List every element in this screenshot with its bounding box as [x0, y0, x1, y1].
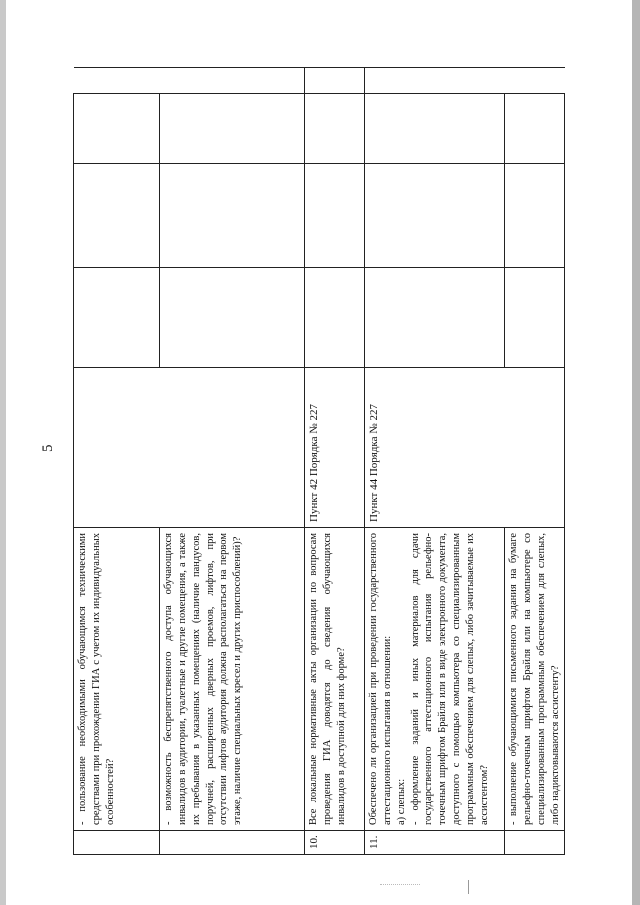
requirement-text: - выполнение обучающимися письменного задания на бумаге рельефно-точечным шрифтом Брайля или на компьютере со специализированным программным обеспечением для слепых, либо надиктовываются ассистенту?: [505, 528, 565, 831]
empty-cell: [505, 164, 565, 268]
empty-cell: [365, 68, 505, 94]
row-number: [160, 831, 305, 855]
table-row: [305, 68, 365, 855]
table-row: [365, 68, 505, 855]
empty-cell: [505, 94, 565, 164]
empty-cell: [305, 94, 365, 164]
rotated-table-wrapper: [73, 68, 561, 855]
scan-artifact-dots: [380, 884, 420, 886]
empty-cell: [365, 164, 505, 268]
empty-cell: [160, 68, 305, 94]
requirement-text: [365, 528, 505, 831]
regulation-reference: Пункт 42 Порядка № 227: [305, 368, 365, 528]
empty-cell: [74, 164, 160, 268]
empty-cell: [160, 94, 305, 164]
scan-artifact: [468, 880, 469, 894]
inspection-table: [73, 67, 565, 855]
empty-cell: [505, 268, 565, 368]
row-number: 10.: [305, 831, 365, 855]
row-number: [74, 831, 160, 855]
empty-cell: [160, 164, 305, 268]
requirement-subheading: а) слепых:: [395, 778, 407, 825]
table-row: [74, 68, 160, 855]
empty-cell: [505, 68, 565, 94]
row-number: 11.: [365, 831, 505, 855]
empty-cell: [74, 268, 160, 368]
row-number: [505, 831, 565, 855]
requirement-text: - пользование необходимыми обучающимся техническими средствами при прохождении ГИА с учетом их индивидуальных особенностей?: [74, 528, 160, 831]
empty-cell: [74, 94, 160, 164]
scan-edge-right: [632, 0, 640, 905]
requirement-item: - оформление заданий и иных материалов для сдачи государственного аттестационного испытания рельефно-точечным шрифтом Брайля или в виде электронного документа, доступного с помощью компьютера со специализированным программным обеспечением для слепых, либо зачитываемые их ассистентом?: [409, 533, 490, 825]
requirement-text: - возможность беспрепятственного доступа обучающихся инвалидов в аудитории, туалетные и другие помещения, а также их пребывания в указанных помещениях (наличие пандусов, поручней, расширенных дверных проемов, лифтов, при отсутствии лифтов аудитория должна располагаться на первом этаже, наличие специальных кресел и других приспособлений)?: [160, 528, 305, 831]
regulation-reference: [74, 368, 305, 528]
empty-cell: [160, 268, 305, 368]
scan-edge-left: [0, 0, 6, 905]
empty-cell: [305, 164, 365, 268]
requirement-intro: Обеспечено ли организацией при проведении государственного аттестационного испытания в отношении:: [368, 533, 393, 825]
empty-cell: [365, 94, 505, 164]
regulation-reference: Пункт 44 Порядка № 227: [365, 368, 565, 528]
empty-cell: [74, 68, 160, 94]
empty-cell: [305, 268, 365, 368]
empty-cell: [365, 268, 505, 368]
requirement-text: Все локальные нормативные акты организации по вопросам проведения ГИА доводятся до сведения обучающихся инвалидов в доступной для них форме?: [305, 528, 365, 831]
page-number: 5: [40, 444, 56, 452]
empty-cell: [305, 68, 365, 94]
